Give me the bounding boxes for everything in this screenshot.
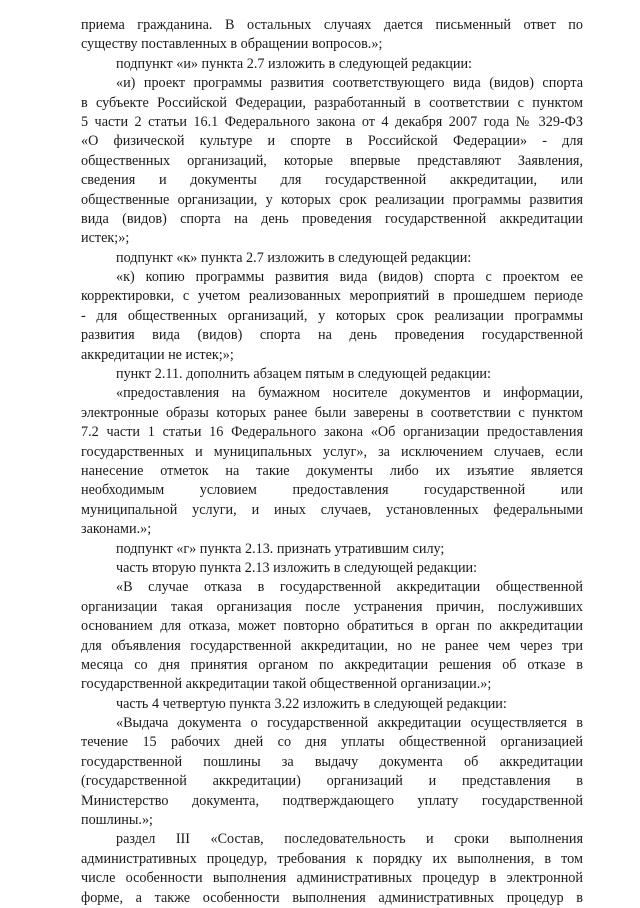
text-line: «Выдача документа о государственной аккредитации осуществляется в [116,715,583,732]
text-line: вида (видов) спорта на день проведения государственной аккредитации [81,210,583,227]
text-line: подпункт «к» пункта 2.7 изложить в следующей редакции: [116,249,472,266]
text-line: течение 15 рабочих дней со дня уплаты общественной организацией [81,734,583,751]
document-page [81,16,583,908]
text-line: административных процедур, требования к порядку их выполнения, в том [81,850,583,867]
text-line: часть вторую пункта 2.13 изложить в следующей редакции: [116,559,478,576]
text-line: государственной пошлины за выдачу документа об аккредитации [81,753,583,770]
text-line: «О физической культуре и спорте в Российской Федерации» - для [81,133,583,150]
text-line: истек;»; [81,230,130,247]
text-line: государственных и муниципальных услуг», за исключением случаев, если [81,443,583,460]
text-line: 5 части 2 статьи 16.1 Федерального закона от 4 декабря 2007 года № 329-ФЗ [81,113,583,130]
text-line: электронные образы которых ранее были заверены в соответствии с пунктом [81,404,583,421]
text-line: раздел III «Состав, последовательность и сроки выполнения [116,831,583,848]
text-line: «и) проект программы развития соответствующего вида (видов) спорта [116,75,583,92]
text-line: подпункт «и» пункта 2.7 изложить в следующей редакции: [116,55,473,72]
text-line: «предоставления на бумажном носителе документов и информации, [116,385,583,402]
text-line: пошлины.»; [81,812,153,829]
text-line: необходимым условием предоставления государственной или [81,482,583,499]
text-line: государственной аккредитации такой общественной организации.»; [81,676,492,693]
text-line: корректировки, с учетом реализованных мероприятий в прошедшем периоде [81,288,583,305]
text-line: (государственной аккредитации) организаций и представления в [81,773,583,790]
text-line: нанесение отметок на такие документы либо их изъятие является [81,462,583,479]
text-line: организации такая организация после устранения причин, послуживших [81,598,583,615]
text-line: форме, а также особенности выполнения административных процедур в [81,889,583,906]
text-line: - для общественных организаций, у которых срок реализации программы [81,307,583,324]
text-line: подпункт «г» пункта 2.13. признать утратившим силу; [116,540,445,557]
text-line: законами.»; [81,521,152,538]
text-line: «к) копию программы развития вида (видов) спорта с проектом ее [116,269,583,286]
text-line: общественные организации, у которых срок реализации программы развития [81,191,583,208]
text-line: общественных организаций, которые впервые представляют Заявления, [81,152,583,169]
text-line: пункт 2.11. дополнить абзацем пятым в следующей редакции: [116,366,491,383]
text-line: развития вида (видов) спорта на день проведения государственной [81,327,583,344]
text-line: сведения и документы для государственной аккредитации, или [81,172,583,189]
text-line: в субъекте Российской Федерации, разработанный в соответствии с пунктом [81,94,583,111]
text-line: числе особенности выполнения административных процедур в электронной [81,870,583,887]
text-line: месяца со дня принятия органом по аккредитации решения об отказе в [81,656,583,673]
text-line: «В случае отказа в государственной аккредитации общественной [116,579,583,596]
text-line: муниципальной услуги, и иных случаев, установленных федеральными [81,501,583,518]
text-line: аккредитации не истек;»; [81,346,234,363]
text-line: приема гражданина. В остальных случаях дается письменный ответ по [81,17,583,33]
text-line: основанием для отказа, может повторно обратиться в орган по аккредитации [81,618,583,635]
text-line: часть 4 четвертую пункта 3.22 изложить в следующей редакции: [116,695,507,712]
text-line: для объявления государственной аккредитации, но не ранее чем через три [81,637,583,654]
text-line: 7.2 части 1 статьи 16 Федерального закона «Об организации предоставления [81,424,583,441]
text-line: Министерство документа, подтверждающего уплату государственной [81,792,583,809]
text-line: существу поставленных в обращении вопросов.»; [81,36,383,53]
